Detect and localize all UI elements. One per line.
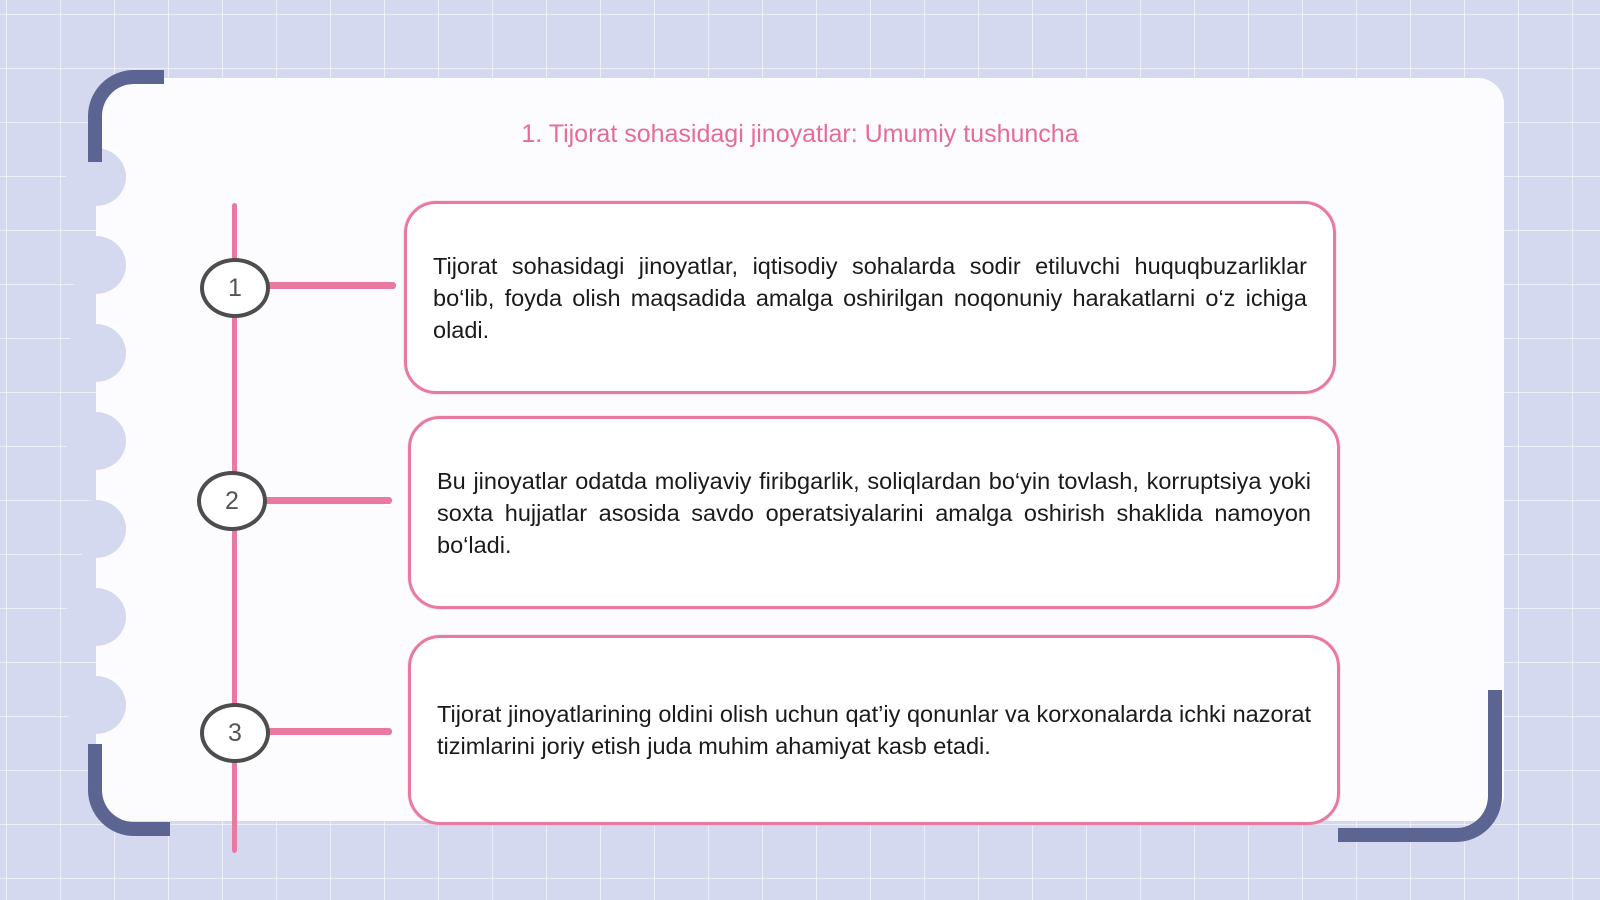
paper-notch xyxy=(66,676,126,734)
paper-notch xyxy=(66,412,126,470)
corner-bracket-top-left xyxy=(88,70,164,162)
step-card xyxy=(404,201,1336,394)
paper-notch xyxy=(66,588,126,646)
slide-title: 1. Tijorat sohasidagi jinoyatlar: Umumiy tushuncha xyxy=(521,120,1079,148)
corner-bracket-bottom-right xyxy=(1338,690,1502,842)
step-number-badge: 1 xyxy=(200,258,270,318)
step-card xyxy=(408,635,1340,825)
step-card xyxy=(408,416,1340,609)
step-text: Tijorat jinoyatlarining oldini olish uchun qat’iy qonunlar va korxonalarda ichki nazorat tizimlarini joriy etish juda muhim ahamiyat kasb etadi. xyxy=(437,701,1311,759)
paper-notch xyxy=(66,324,126,382)
paper-notch xyxy=(66,500,126,558)
step-connector xyxy=(264,728,392,735)
corner-bracket-bottom-left xyxy=(88,744,170,836)
step-connector xyxy=(260,497,392,504)
step-text: Tijorat sohasidagi jinoyatlar, iqtisodiy sohalarda sodir etiluvchi huquqbuzarliklar bo‘lib, foyda olish maqsadida amalga oshirilgan noqonuniy harakatlarni o‘z ichiga oladi. xyxy=(433,252,1307,343)
step-number-badge: 2 xyxy=(197,471,267,531)
step-connector xyxy=(262,282,396,289)
step-text: Bu jinoyatlar odatda moliyaviy firibgarlik, soliqlardan bo‘yin tovlash, korruptsiya yoki soxta hujjatlar asosida savdo operatsiyalarini amalga oshirish shaklida namoyon bo‘ladi. xyxy=(437,467,1311,558)
paper-notch xyxy=(66,236,126,294)
step-number-badge: 3 xyxy=(200,703,270,763)
